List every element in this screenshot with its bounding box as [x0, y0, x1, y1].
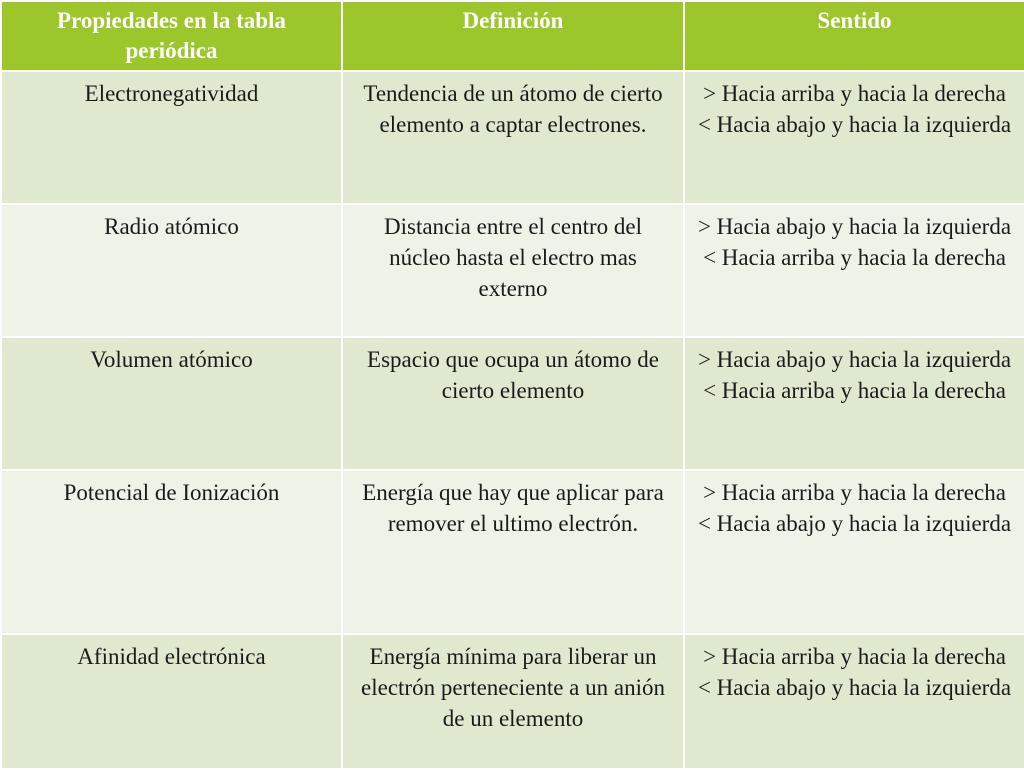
direction-greater: > Hacia abajo y hacia la izquierda: [697, 214, 1012, 239]
direction-greater: > Hacia arriba y hacia la derecha: [703, 480, 1006, 505]
direction-less: < Hacia abajo y hacia la izquierda: [697, 112, 1012, 137]
property-cell: Volumen atómico: [1, 337, 342, 470]
table-row: [1, 71, 1024, 204]
direction-less: < Hacia arriba y hacia la derecha: [703, 245, 1006, 270]
direction-greater: > Hacia arriba y hacia la derecha: [703, 81, 1006, 106]
property-cell: Afinidad electrónica: [1, 634, 342, 769]
table-row: [1, 634, 1024, 769]
direction-greater: > Hacia abajo y hacia la izquierda: [697, 347, 1012, 372]
direction-greater: > Hacia arriba y hacia la derecha: [703, 644, 1006, 669]
header-direction: Sentido: [684, 1, 1024, 71]
definition-cell: Energía mínima para liberar un electrón perteneciente a un anión de un elemento: [342, 634, 684, 769]
definition-cell: Tendencia de un átomo de cierto elemento a captar electrones.: [342, 71, 684, 204]
property-cell: Electronegatividad: [1, 71, 342, 204]
table-header-row: [1, 1, 1024, 71]
direction-less: < Hacia abajo y hacia la izquierda: [697, 675, 1012, 700]
direction-cell: [684, 470, 1024, 634]
header-definition: Definición: [342, 1, 684, 71]
direction-cell: [684, 71, 1024, 204]
property-cell: Potencial de Ionización: [1, 470, 342, 634]
direction-cell: [684, 337, 1024, 470]
direction-cell: [684, 634, 1024, 769]
definition-cell: Energía que hay que aplicar para remover el ultimo electrón.: [342, 470, 684, 634]
property-cell: Radio atómico: [1, 204, 342, 337]
definition-cell: Espacio que ocupa un átomo de cierto elemento: [342, 337, 684, 470]
direction-less: < Hacia arriba y hacia la derecha: [703, 378, 1006, 403]
table-row: [1, 470, 1024, 634]
table-row: [1, 204, 1024, 337]
direction-cell: [684, 204, 1024, 337]
direction-less: < Hacia abajo y hacia la izquierda: [697, 511, 1012, 536]
header-properties: Propiedades en la tabla periódica: [1, 1, 342, 71]
table-row: [1, 337, 1024, 470]
definition-cell: Distancia entre el centro del núcleo hasta el electro mas externo: [342, 204, 684, 337]
